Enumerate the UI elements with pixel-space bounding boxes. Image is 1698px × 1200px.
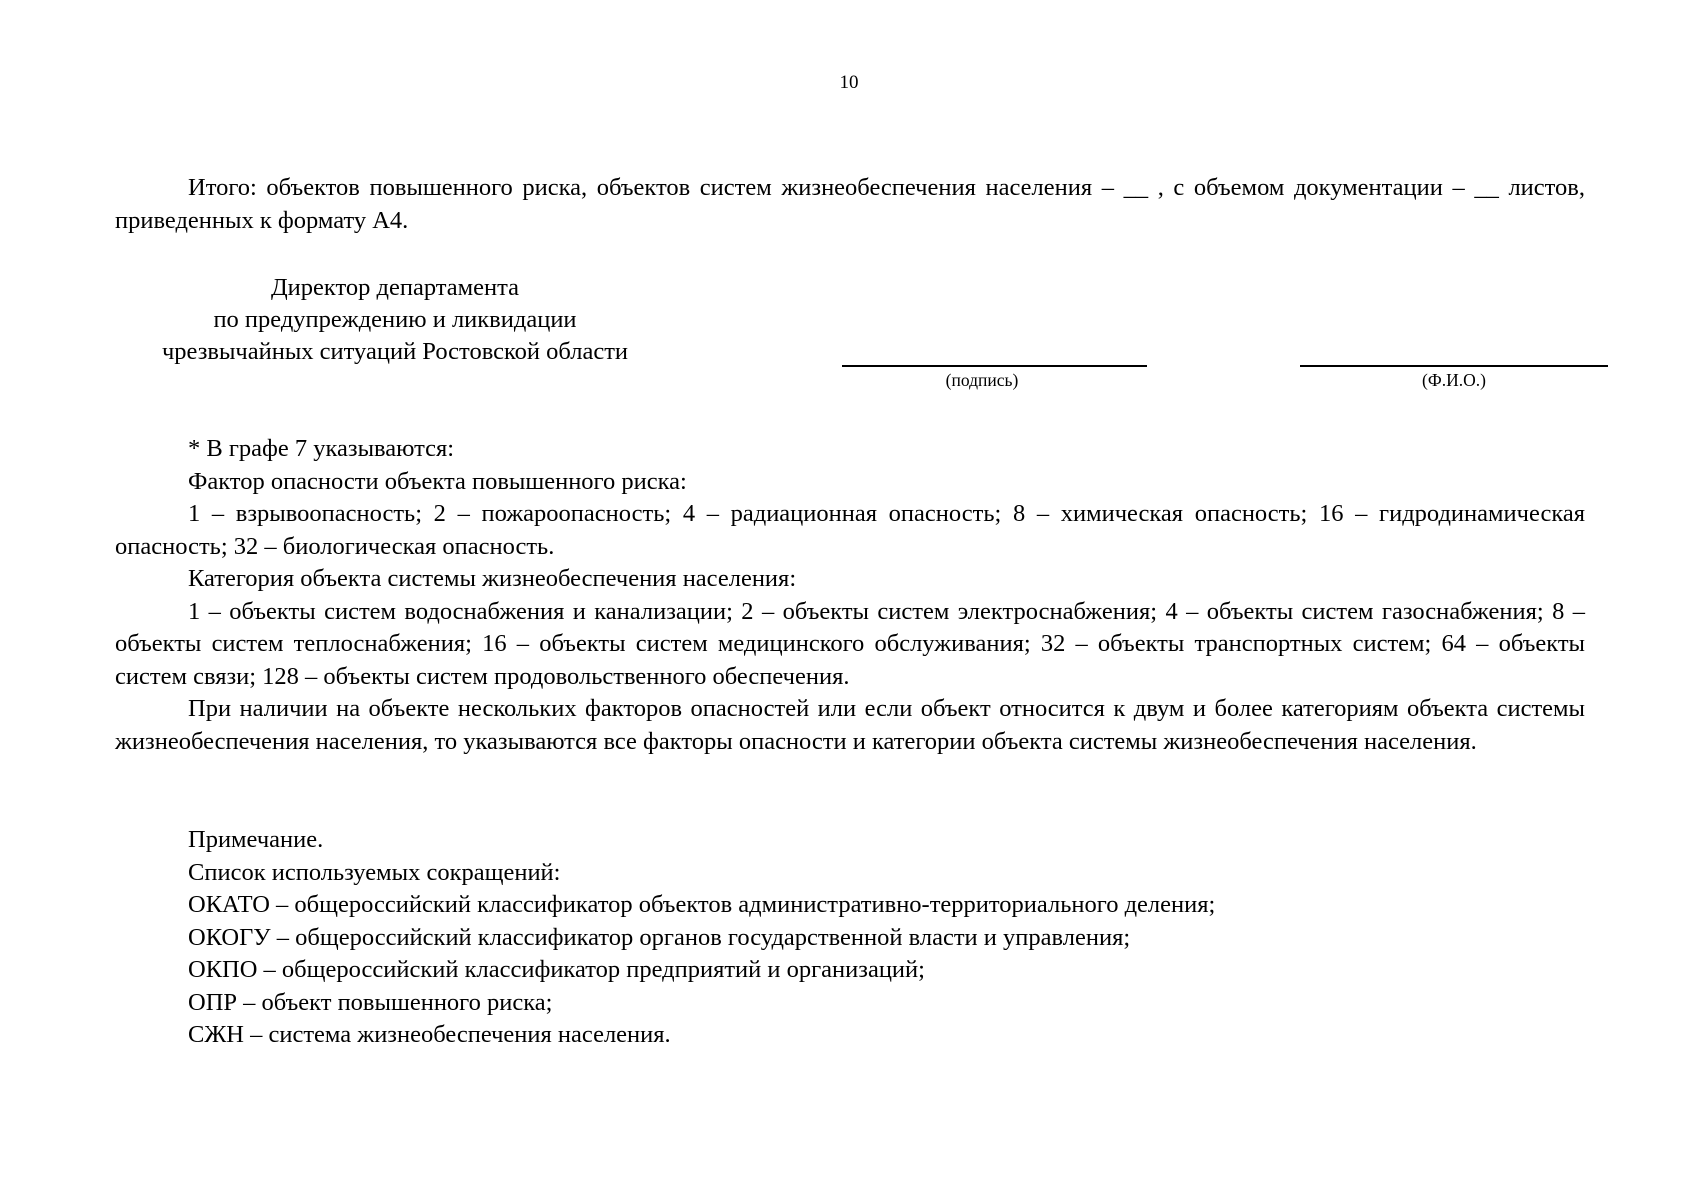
- full-name-caption: (Ф.И.О.): [1422, 370, 1486, 390]
- abbreviation-item: ОКАТО – общероссийский классификатор объектов административно-территориального деления;: [188, 891, 1216, 918]
- director-title-line-2: по предупреждению и ликвидации: [213, 306, 577, 333]
- multiple-factors-note: При наличии на объекте нескольких факторов опасностей или если объект относится к двум и более категориям объекта системы жизнеобеспечения населения, то указываются все факторы опасности и категории объекта системы жизнеобеспечения населения.: [115, 695, 1585, 755]
- full-name-line: [1300, 365, 1608, 367]
- category-list: 1 – объекты систем водоснабжения и канализации; 2 – объекты систем электроснабжения; 4 – объекты систем газоснабжения; 8 – объекты систем теплоснабжения; 16 – объекты систем медицинского обслуживания; 32 – объекты транспортных систем; 64 – объекты систем связи; 128 – объекты систем продовольственного обеспечения.: [115, 597, 1585, 690]
- director-title-line-1: Директор департамента: [270, 274, 520, 301]
- notes-star-title: * В графе 7 указываются:: [188, 435, 455, 462]
- total-summary-text: Итого: объектов повышенного риска, объектов систем жизнеобеспечения населения – __ , с объемом документации – __ листов, приведенных к формату А4.: [115, 174, 1585, 234]
- hazard-factor-list: 1 – взрывоопасность; 2 – пожароопасность; 4 – радиационная опасность; 8 – химическая опасность; 16 – гидродинамическая опасность; 32 – биологическая опасность.: [115, 500, 1585, 560]
- abbreviation-item: ОКОГУ – общероссийский классификатор органов государственной власти и управления;: [188, 923, 1131, 951]
- total-summary: [115, 172, 1585, 237]
- note-title: Примечание.: [188, 826, 324, 853]
- column-7-notes: [115, 433, 1585, 758]
- signature-caption: (подпись): [945, 370, 1019, 390]
- abbreviation-item: ОПР – объект повышенного риска;: [188, 988, 553, 1016]
- abbreviation-item: СЖН – система жизнеобеспечения населения.: [188, 1021, 671, 1048]
- director-title: [115, 272, 675, 368]
- hazard-factor-title: Фактор опасности объекта повышенного риска:: [188, 467, 687, 495]
- signature-line: [842, 365, 1147, 367]
- director-title-line-3: чрезвычайных ситуаций Ростовской области: [161, 338, 629, 365]
- abbreviations-title: Список используемых сокращений:: [188, 858, 561, 886]
- category-title: Категория объекта системы жизнеобеспечения населения:: [188, 565, 797, 592]
- abbreviations-section: [115, 824, 1585, 1052]
- page-number: 10: [839, 72, 859, 93]
- abbreviation-item: ОКПО – общероссийский классификатор предприятий и организаций;: [188, 956, 925, 983]
